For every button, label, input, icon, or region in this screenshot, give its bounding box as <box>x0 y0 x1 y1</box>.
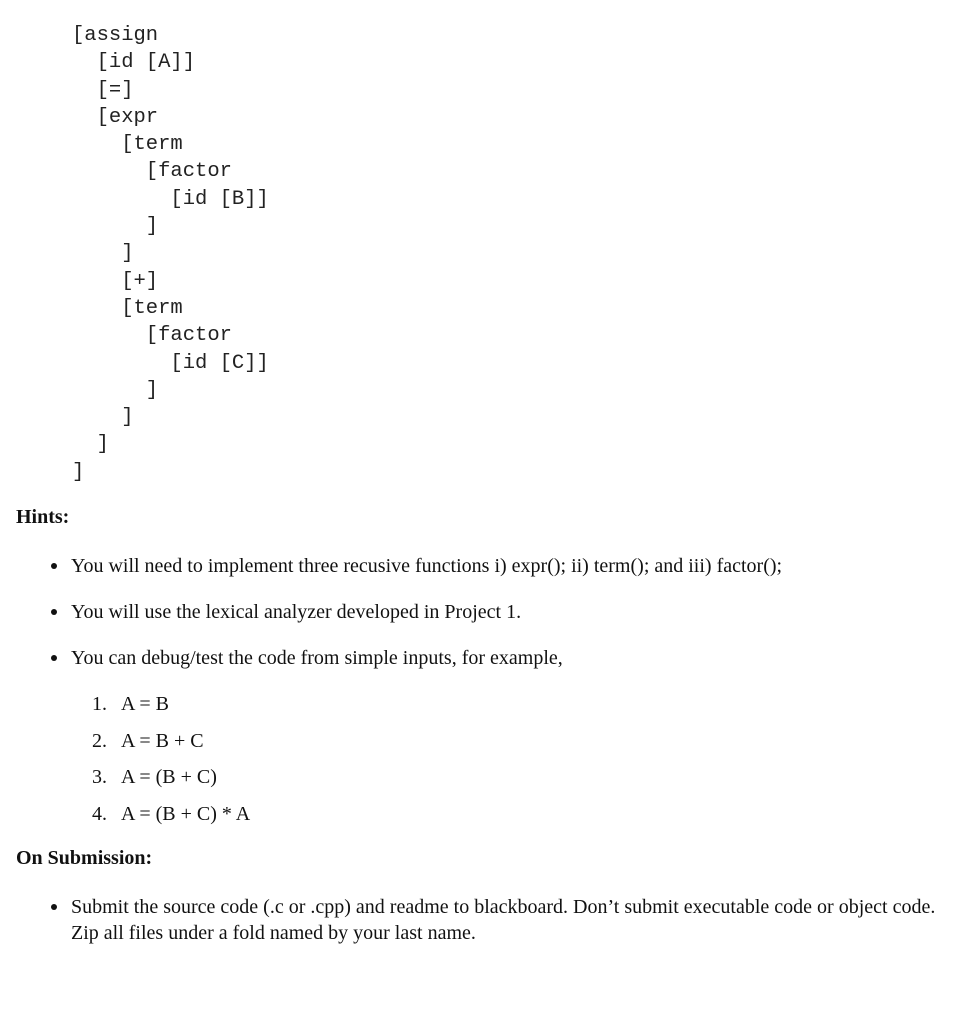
example-text: A = B <box>121 693 169 715</box>
hints-heading: Hints: <box>16 506 70 528</box>
submission-item <box>0 894 975 946</box>
code-line: ] <box>72 215 159 239</box>
bullet-icon <box>51 563 57 569</box>
hint-text: You will use the lexical analyzer developed in Project 1. <box>71 601 522 623</box>
example-number: 3. <box>92 766 107 788</box>
code-line: [id [C]] <box>72 351 269 375</box>
code-line: ] <box>72 460 85 484</box>
bullet-icon <box>51 609 57 615</box>
code-line: ] <box>72 406 134 430</box>
submission-text: Submit the source code (.c or .cpp) and readme to blackboard. Don’t submit executable code or object code. Zip all files under a fold named by your last name. <box>71 896 936 944</box>
code-line: ] <box>72 433 109 457</box>
code-line: [id [B]] <box>72 187 269 211</box>
code-line: [=] <box>72 78 134 102</box>
example-item <box>0 691 250 728</box>
example-item <box>0 728 250 765</box>
bullet-icon <box>51 904 57 910</box>
code-line: [factor <box>72 160 232 184</box>
example-text: A = (B + C) * A <box>121 802 251 825</box>
hint-text: You will need to implement three recusive functions i) expr(); ii) term(); and iii) factor(); <box>71 555 783 577</box>
code-line: [term <box>72 133 183 157</box>
example-number: 1. <box>92 693 107 715</box>
code-line: ] <box>72 378 159 402</box>
code-line: [factor <box>72 324 232 348</box>
code-line: [id [A]] <box>72 51 196 75</box>
example-item <box>0 801 250 838</box>
code-line: [expr <box>72 105 159 129</box>
example-item <box>0 764 250 801</box>
code-line: [+] <box>72 269 159 293</box>
code-line: [assign <box>72 24 159 47</box>
example-inputs-list <box>0 691 250 837</box>
example-text: A = (B + C) <box>121 766 217 788</box>
bullet-icon <box>51 655 57 661</box>
example-text: A = B + C <box>121 729 204 752</box>
hint-item <box>0 553 802 579</box>
code-line: ] <box>72 242 134 266</box>
hint-item <box>0 599 541 625</box>
hint-text: You can debug/test the code from simple inputs, for example, <box>71 647 563 669</box>
code-line: [term <box>72 296 183 320</box>
example-number: 2. <box>92 729 107 752</box>
example-number: 4. <box>92 802 107 825</box>
submission-heading: On Submission: <box>16 847 153 869</box>
parse-tree-code-block <box>72 22 269 486</box>
hint-item <box>0 645 583 671</box>
submission-list <box>0 894 975 946</box>
